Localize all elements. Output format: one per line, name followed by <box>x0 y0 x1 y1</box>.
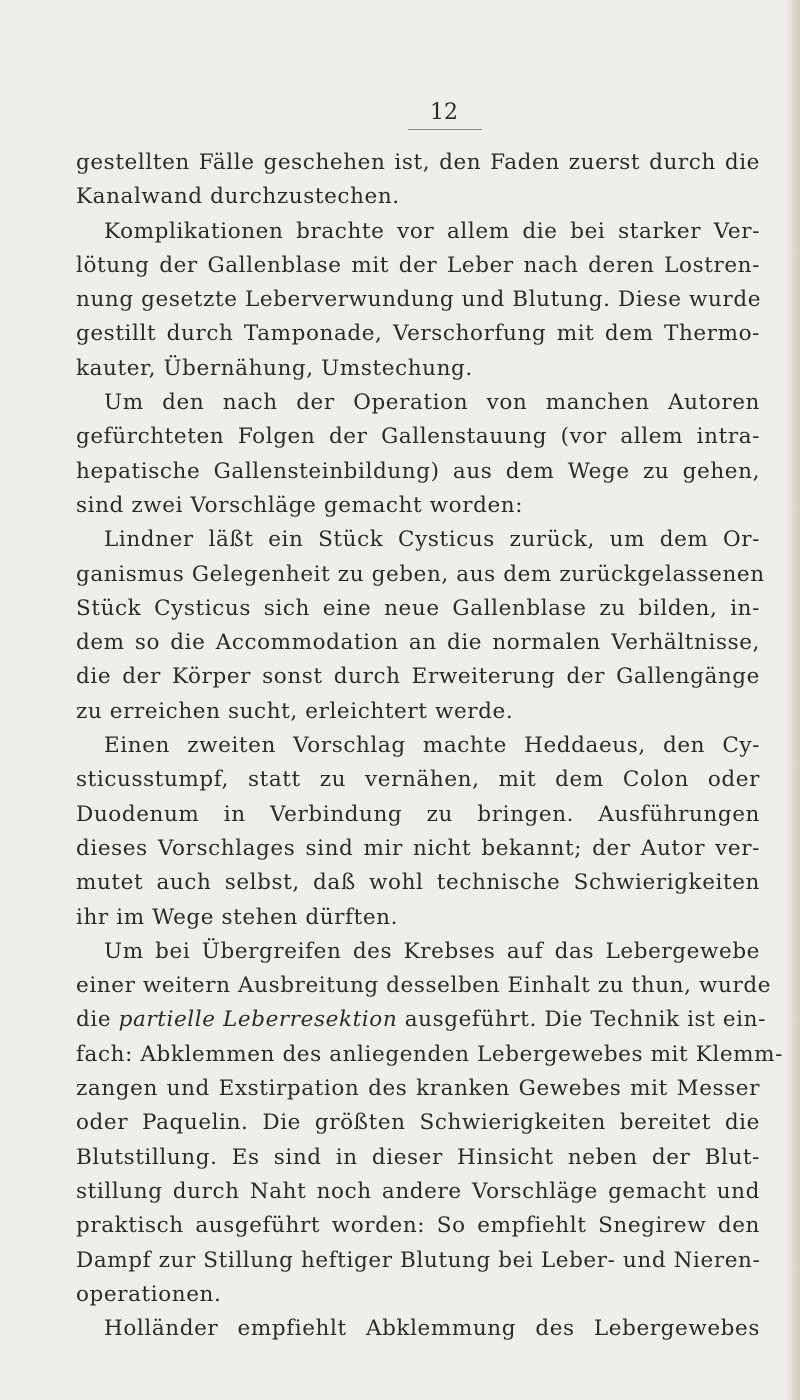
text-line: Dampf zur Stillung heftiger Blutung bei Leber- und Nieren- <box>76 1247 761 1273</box>
text-line <box>76 1003 766 1037</box>
text-line: einer weitern Ausbreitung desselben Einhalt zu thun, wurde <box>76 973 772 999</box>
emphasized-term: partielle Leberresektion <box>118 1007 398 1033</box>
text-line: Blutstillung. Es sind in dieser Hinsicht neben der Blut- <box>76 1144 760 1170</box>
text-line: ihr im Wege stehen dürften. <box>76 904 399 930</box>
text-line: ganismus Gelegenheit zu geben, aus dem zurückgelassenen <box>76 561 765 587</box>
text-segment: die <box>76 1007 119 1033</box>
text-line: fach: Abklemmen des anliegenden Lebergewebes mit Klemm- <box>76 1041 784 1067</box>
text-line: Komplikationen brachte vor allem die bei starker Ver- <box>104 218 760 244</box>
text-line: Um den nach der Operation von manchen Autoren <box>104 390 760 416</box>
text-line: Stück Cysticus sich eine neue Gallenblase zu bilden, in- <box>76 595 760 621</box>
text-line: kauter, Übernähung, Umstechung. <box>76 355 473 381</box>
text-line: lötung der Gallenblase mit der Leber nach deren Lostren- <box>76 252 760 278</box>
text-line: sind zwei Vorschläge gemacht worden: <box>76 492 524 518</box>
text-line: Lindner läßt ein Stück Cysticus zurück, um dem Or- <box>104 527 760 553</box>
text-line: hepatische Gallensteinbildung) aus dem Wege zu gehen, <box>76 458 760 484</box>
text-line: oder Paquelin. Die größten Schwierigkeiten bereitet die <box>76 1110 760 1136</box>
page-number: 12 <box>430 100 458 125</box>
text-line: dieses Vorschlages sind mir nicht bekannt; der Autor ver- <box>76 835 760 861</box>
text-line: Holländer empfiehlt Abklemmung des Lebergewebes <box>104 1316 760 1342</box>
text-line: Kanalwand durchzustechen. <box>76 184 400 210</box>
text-line: die der Körper sonst durch Erweiterung der Gallengänge <box>76 664 760 690</box>
text-line: mutet auch selbst, daß wohl technische Schwierigkeiten <box>76 870 760 896</box>
text-line: operationen. <box>76 1281 222 1307</box>
text-line: Um bei Übergreifen des Krebses auf das Lebergewebe <box>104 938 760 964</box>
text-line: zangen und Exstirpation des kranken Gewebes mit Messer <box>76 1076 760 1102</box>
text-line: gefürchteten Folgen der Gallenstauung (vor allem intra- <box>76 424 760 450</box>
text-line: Duodenum in Verbindung zu bringen. Ausführungen <box>76 801 760 827</box>
body-text <box>76 146 784 1346</box>
text-line: gestillt durch Tamponade, Verschorfung mit dem Thermo- <box>76 321 760 347</box>
text-line: praktisch ausgeführt worden: So empfiehlt Snegirew den <box>76 1213 760 1239</box>
text-line: stillung durch Naht noch andere Vorschläge gemacht und <box>76 1178 760 1204</box>
text-line: nung gesetzte Leberverwundung und Blutung. Diese wurde <box>76 287 762 313</box>
text-segment: ausgeführt. Die Technik ist ein- <box>397 1007 766 1033</box>
text-line: gestellten Fälle geschehen ist, den Faden zuerst durch die <box>76 150 760 175</box>
text-line: zu erreichen sucht, erleichtert werde. <box>76 698 514 724</box>
page-number-rule <box>408 129 482 130</box>
page-edge-shadow <box>786 0 800 1400</box>
text-line: Einen zweiten Vorschlag machte Heddaeus, den Cy- <box>104 733 760 759</box>
text-line: dem so die Accommodation an die normalen Verhältnisse, <box>76 630 760 656</box>
text-line: sticusstumpf, statt zu vernähen, mit dem Colon oder <box>76 767 760 793</box>
